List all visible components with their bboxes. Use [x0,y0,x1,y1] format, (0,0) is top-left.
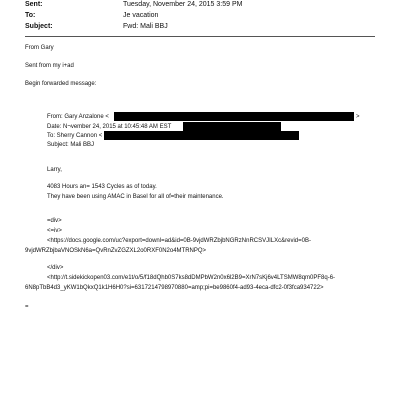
sent-value: Tuesday, November 24, 2015 3:59 PM [123,1,243,8]
div-tag-3: </div> [47,265,64,271]
div-tag-1: =div> [47,218,62,224]
redaction-to-email [104,131,299,140]
redaction-from-email [114,112,354,121]
fwd-subject: Subject: Mali BBJ [47,142,95,148]
subject-label: Subject: [25,23,53,30]
message-line-2: They have been using AMAC in Basel for all of=their maintenance. [47,194,224,200]
sent-label: Sent: [25,1,43,8]
to-value: Je vacation [123,12,159,19]
link-1-line-1[interactable]: <https://docs.google.com/uc?export=downl=ad&id=0B-9vjdWRZbjbNGRzNnRCSVJILXc&revid=0B- [47,238,311,244]
redaction-date-tail [183,122,281,131]
fwd-to-prefix: To: Sherry Cannon < [47,133,103,139]
trailing-equals: = [25,304,29,310]
fwd-from-suffix: > [356,114,360,120]
to-label: To: [25,12,36,19]
link-2-line-1[interactable]: <http://t.sidekickopen03.com/e1t/o/5/f18dQhb0S7ks8dDMPbW2n0x6l2B9=XrN7sKj6v4LTSMW8qm0PF8q-6- [47,275,336,281]
from-line: From Gary [25,45,54,51]
fwd-from-prefix: From: Gary Anzalone < [47,114,109,120]
fwd-date: Date: N¬vember 24, 2015 at 10:45:48 AM EST [47,124,172,130]
sent-from-line: Sent from my i+ad [25,63,74,69]
message-line-1: 4083 Hours an= 1543 Cycles as of today. [47,184,157,190]
subject-value: Fwd: Mali BBJ [123,23,168,30]
greeting: Larry, [47,167,62,173]
header-divider [25,36,375,37]
forwarded-line: Begin forwarded message: [25,81,97,87]
link-2-line-2[interactable]: 6N8pTbB4d3_yKW1bQkxQ1k1H6H0?si=6317214798970880=amp;pi=be9860f4-ad93-4eca-dfc2-0f3fca934722> [25,285,324,291]
div-tag-2: <=iv> [47,228,62,234]
link-1-line-2[interactable]: 9vjdWRZbjbaVNOSkN6a=QvRnZvZGZXL2o0RXF0N2o4MTRNPQ> [25,248,207,254]
